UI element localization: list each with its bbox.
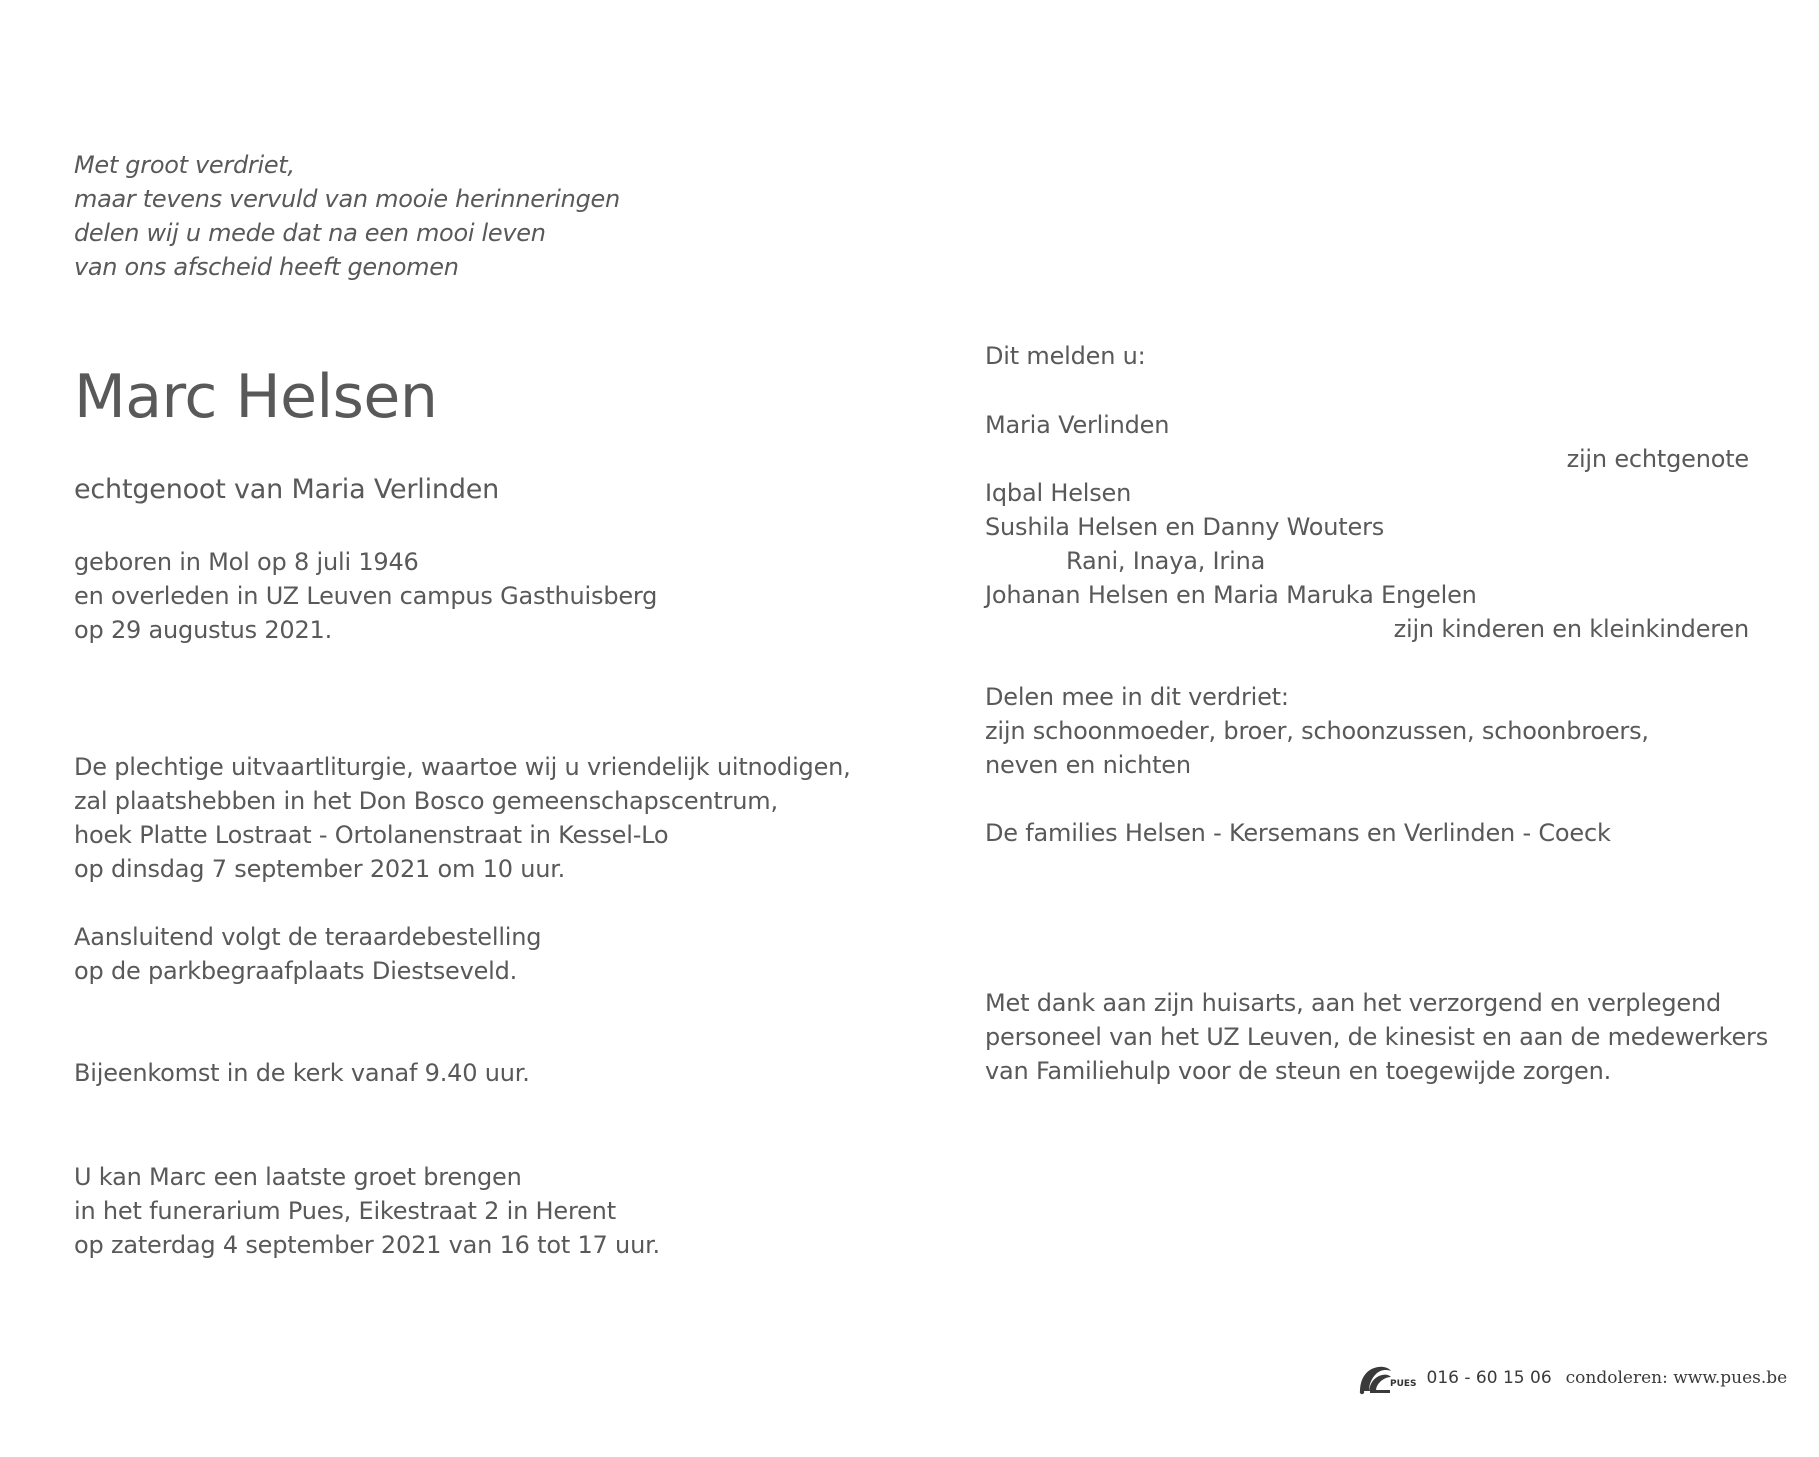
deceased-name: Marc Helsen [74,362,438,432]
funeral-line: hoek Platte Lostraat - Ortolanenstraat in Kessel-Lo [74,821,669,849]
funeral-line: zal plaatshebben in het Don Bosco gemeenschapscentrum, [74,787,778,815]
life-line: en overleden in UZ Leuven campus Gasthuisberg [74,582,658,610]
life-line: geboren in Mol op 8 juli 1946 [74,548,419,576]
visitation-line: U kan Marc een laatste groet brengen [74,1163,522,1191]
phone-number: 016 - 60 15 06 [1426,1368,1552,1388]
sharing-line: neven en nichten [985,751,1191,779]
gathering-info: Bijeenkomst in de kerk vanaf 9.40 uur. [74,1059,530,1087]
thanks-line: van Familiehulp voor de steun en toegewijde zorgen. [985,1057,1612,1085]
spouse-role: zijn echtgenote [1566,445,1749,473]
deceased-relation: echtgenoot van Maria Verlinden [74,474,500,505]
funeral-line: De plechtige uitvaartliturgie, waartoe wij u vriendelijk uitnodigen, [74,753,851,781]
burial-line: op de parkbegraafplaats Diestseveld. [74,957,518,985]
thanks-line: Met dank aan zijn huisarts, aan het verzorgend en verplegend [985,989,1722,1017]
footer [1356,1360,1787,1396]
child-name: Johanan Helsen en Maria Maruka Engelen [985,581,1477,609]
child-name: Sushila Helsen en Danny Wouters [985,513,1385,541]
logo-text: PUES [1390,1379,1417,1389]
visitation-line: op zaterdag 4 september 2021 van 16 tot 17 uur. [74,1231,660,1259]
spouse-name: Maria Verlinden [985,411,1170,439]
grandchildren-names: Rani, Inaya, Irina [1066,547,1266,575]
pues-logo [1356,1361,1417,1395]
sharing-line: zijn schoonmoeder, broer, schoonzussen, schoonbroers, [985,717,1649,745]
families-line: De families Helsen - Kersemans en Verlinden - Coeck [985,819,1611,847]
life-line: op 29 augustus 2021. [74,616,333,644]
thanks-line: personeel van het UZ Leuven, de kinesist en aan de medewerkers [985,1023,1768,1051]
intro-line: van ons afscheid heeft genomen [74,253,459,281]
burial-line: Aansluitend volgt de teraardebestelling [74,923,542,951]
intro-line: maar tevens vervuld van mooie herinneringen [74,185,620,213]
sharing-line: Delen mee in dit verdriet: [985,683,1289,711]
announcers-heading: Dit melden u: [985,342,1146,370]
pues-logo-icon [1356,1361,1392,1395]
intro-line: Met groot verdriet, [74,151,295,179]
intro-line: delen wij u mede dat na een mooi leven [74,219,546,247]
funeral-line: op dinsdag 7 september 2021 om 10 uur. [74,855,566,883]
visitation-line: in het funerarium Pues, Eikestraat 2 in Herent [74,1197,616,1225]
condolence-link[interactable]: condoleren: www.pues.be [1565,1368,1788,1388]
child-name: Iqbal Helsen [985,479,1132,507]
children-role: zijn kinderen en kleinkinderen [1393,615,1749,643]
